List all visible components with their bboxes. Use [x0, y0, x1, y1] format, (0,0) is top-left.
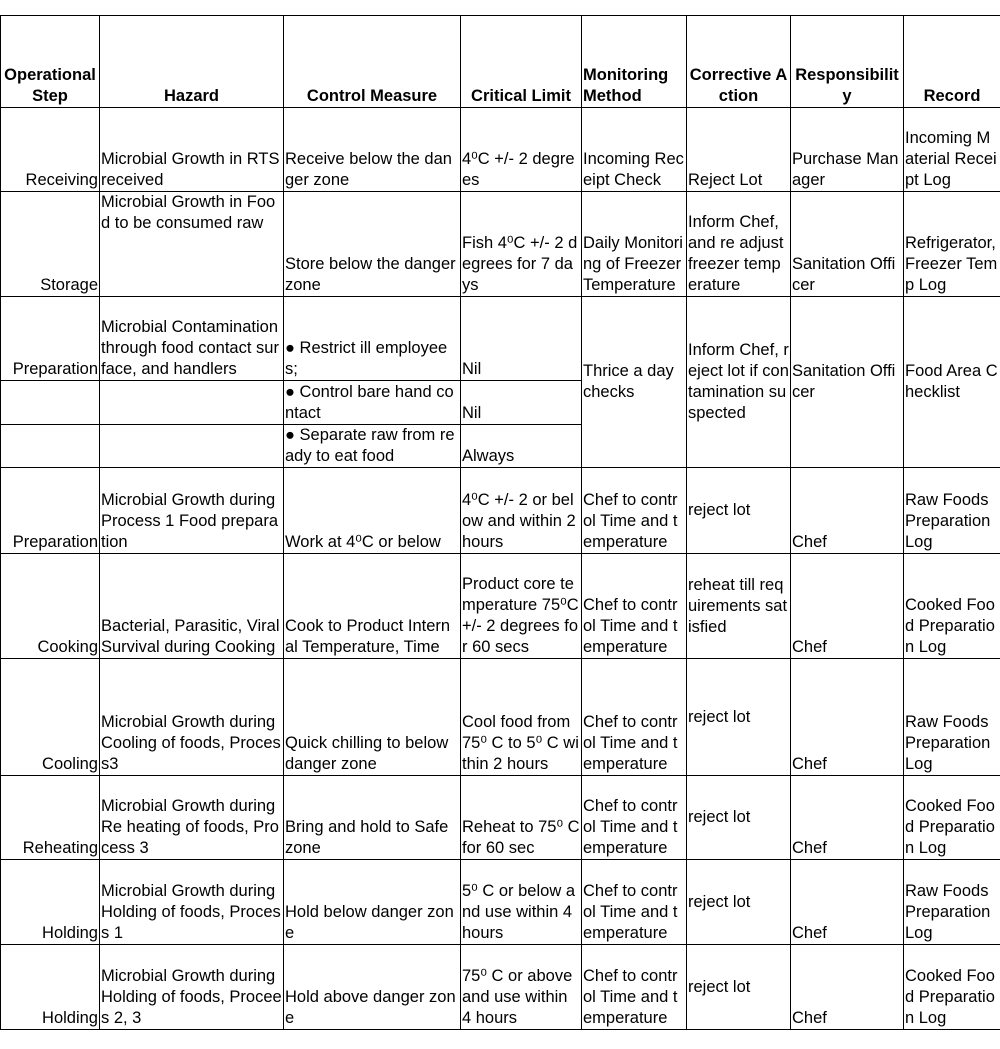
cell-monitor: Incoming Receipt Check	[582, 108, 687, 192]
cell-control: ● Control bare hand contact	[284, 381, 461, 425]
cell-corrective: reject lot	[687, 659, 791, 776]
cell-control: Work at 4⁰C or below	[284, 468, 461, 554]
cell-limit: 4⁰C +/- 2 or below and within 2 hours	[461, 468, 582, 554]
cell-corrective: Inform Chef, and re adjust freezer temperature	[687, 192, 791, 297]
cell-control: ● Restrict ill employees;	[284, 297, 461, 381]
cell-record: Refrigerator, Freezer Temp Log	[904, 192, 1000, 297]
cell-control: Hold above danger zone	[284, 945, 461, 1030]
cell-hazard: Microbial Growth in RTS received	[100, 108, 284, 192]
cell-hazard: Bacterial, Parasitic, Viral Survival during Cooking	[100, 554, 284, 659]
cell-limit: Nil	[461, 297, 582, 381]
cell-responsibility: Sanitation Officer	[791, 192, 904, 297]
cell-hazard-empty	[100, 425, 284, 468]
cell-monitor: Chef to control Time and temperature	[582, 776, 687, 860]
header-step: Operational Step	[1, 16, 100, 108]
cell-record: Raw Foods Preparation Log	[904, 860, 1000, 945]
cell-responsibility: Chef	[791, 468, 904, 554]
table-row-cooling	[1, 659, 1000, 776]
cell-control: Quick chilling to below danger zone	[284, 659, 461, 776]
cell-monitor: Chef to control Time and temperature	[582, 860, 687, 945]
cell-step: Cooling	[1, 659, 100, 776]
header-hazard: Hazard	[100, 16, 284, 108]
cell-step: Storage	[1, 192, 100, 297]
table-row-preparation-hygiene	[1, 297, 1000, 381]
cell-monitor: Chef to control Time and temperature	[582, 468, 687, 554]
table-row-holding-cold	[1, 860, 1000, 945]
cell-responsibility: Chef	[791, 860, 904, 945]
cell-step: Preparation	[1, 297, 100, 381]
cell-monitor: Chef to control Time and temperature	[582, 659, 687, 776]
table-row-reheating	[1, 776, 1000, 860]
cell-limit: 75⁰ C or above and use within 4 hours	[461, 945, 582, 1030]
header-responsibility: Responsibility	[791, 16, 904, 108]
cell-limit: Product core temperature 75⁰C+/- 2 degrees for 60 secs	[461, 554, 582, 659]
cell-step: Cooking	[1, 554, 100, 659]
cell-hazard: Microbial Growth during Holding of foods, Procees 2, 3	[100, 945, 284, 1030]
cell-limit: Cool food from 75⁰ C to 5⁰ C within 2 hours	[461, 659, 582, 776]
cell-responsibility: Chef	[791, 554, 904, 659]
cell-hazard: Microbial Growth during Process 1 Food preparation	[100, 468, 284, 554]
table-row-cooking	[1, 554, 1000, 659]
cell-responsibility: Purchase Manager	[791, 108, 904, 192]
cell-record: Cooked Food Preparation Log	[904, 945, 1000, 1030]
cell-control: ● Separate raw from ready to eat food	[284, 425, 461, 468]
cell-corrective: reject lot	[687, 860, 791, 945]
table-row-receiving	[1, 108, 1000, 192]
cell-corrective: Inform Chef, reject lot if contamination suspected	[687, 297, 791, 468]
header-record: Record	[904, 16, 1000, 108]
cell-limit: Nil	[461, 381, 582, 425]
cell-step-empty	[1, 381, 100, 425]
cell-control: Bring and hold to Safe zone	[284, 776, 461, 860]
cell-limit: 5⁰ C or below and use within 4 hours	[461, 860, 582, 945]
cell-monitor: Chef to control Time and temperature	[582, 554, 687, 659]
cell-corrective: reject lot	[687, 945, 791, 1030]
cell-hazard-empty	[100, 381, 284, 425]
cell-monitor: Chef to control Time and temperature	[582, 945, 687, 1030]
cell-hazard: Microbial Growth during Holding of foods, Process 1	[100, 860, 284, 945]
cell-step: Preparation	[1, 468, 100, 554]
cell-corrective: reject lot	[687, 468, 791, 554]
table-row-holding-hot	[1, 945, 1000, 1030]
cell-control: Receive below the danger zone	[284, 108, 461, 192]
cell-hazard: Microbial Growth during Cooling of foods, Process3	[100, 659, 284, 776]
header-row	[1, 16, 1000, 108]
header-critical-limit: Critical Limit	[461, 16, 582, 108]
header-corrective-action: Corrective Action	[687, 16, 791, 108]
cell-record: Cooked Food Preparation Log	[904, 554, 1000, 659]
header-monitoring-method: Monitoring Method	[582, 16, 687, 108]
cell-limit: Fish 4⁰C +/- 2 degrees for 7 days	[461, 192, 582, 297]
cell-step: Holding	[1, 945, 100, 1030]
cell-responsibility: Chef	[791, 659, 904, 776]
cell-control: Store below the danger zone	[284, 192, 461, 297]
haccp-table	[0, 15, 1000, 1030]
cell-hazard: Microbial Growth during Re heating of foods, Process 3	[100, 776, 284, 860]
cell-record: Incoming Material Receipt Log	[904, 108, 1000, 192]
cell-step-empty	[1, 425, 100, 468]
cell-monitor: Thrice a day checks	[582, 297, 687, 468]
cell-record: Raw Foods Preparation Log	[904, 659, 1000, 776]
cell-responsibility: Chef	[791, 945, 904, 1030]
cell-monitor: Daily Monitoring of Freezer Temperature	[582, 192, 687, 297]
cell-limit: Always	[461, 425, 582, 468]
cell-control: Hold below danger zone	[284, 860, 461, 945]
cell-corrective: reheat till requirements satisfied	[687, 554, 791, 659]
table-row-storage	[1, 192, 1000, 297]
cell-hazard: Microbial Growth in Food to be consumed raw	[100, 192, 284, 297]
cell-limit: Reheat to 75⁰ C for 60 sec	[461, 776, 582, 860]
cell-step: Receiving	[1, 108, 100, 192]
cell-step: Reheating	[1, 776, 100, 860]
cell-record: Food Area Checklist	[904, 297, 1000, 468]
cell-responsibility: Sanitation Officer	[791, 297, 904, 468]
cell-step: Holding	[1, 860, 100, 945]
table-row-preparation-process	[1, 468, 1000, 554]
cell-record: Cooked Food Preparation Log	[904, 776, 1000, 860]
cell-corrective: Reject Lot	[687, 108, 791, 192]
cell-hazard: Microbial Contamination through food contact surface, and handlers	[100, 297, 284, 381]
cell-control: Cook to Product Internal Temperature, Time	[284, 554, 461, 659]
cell-record: Raw Foods Preparation Log	[904, 468, 1000, 554]
cell-limit: 4⁰C +/- 2 degrees	[461, 108, 582, 192]
cell-responsibility: Chef	[791, 776, 904, 860]
cell-corrective: reject lot	[687, 776, 791, 860]
header-control-measure: Control Measure	[284, 16, 461, 108]
